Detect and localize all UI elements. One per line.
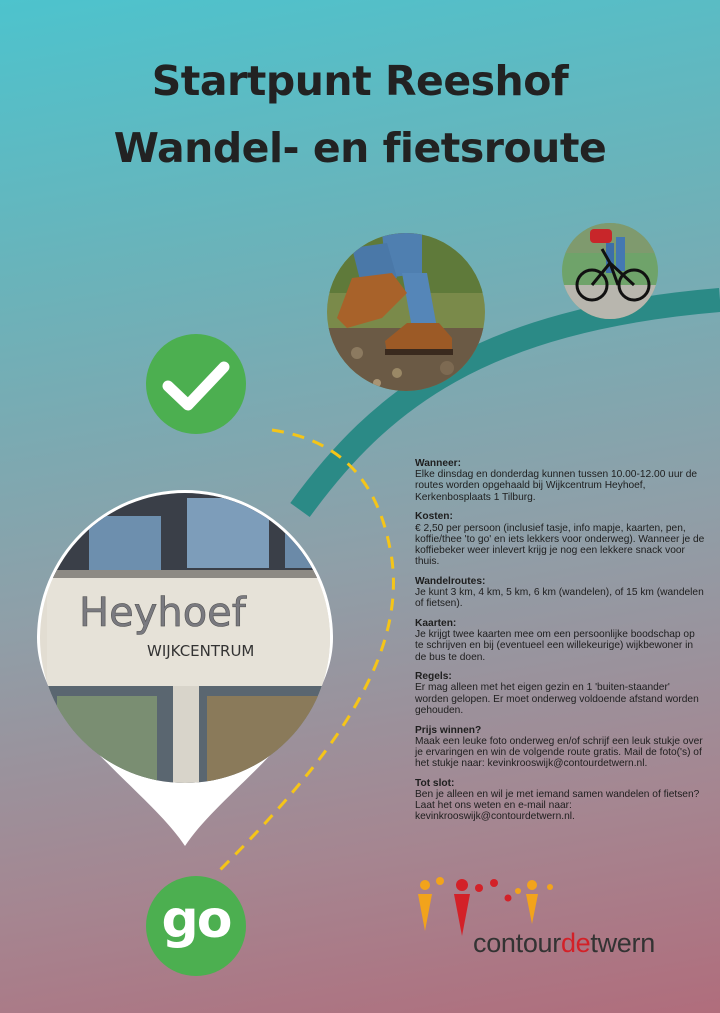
section-heading: Wanneer: (415, 458, 462, 469)
checkmark-badge (146, 334, 246, 434)
location-pin (37, 458, 347, 858)
section-heading: Kosten: (415, 511, 453, 523)
walking-photo (327, 233, 485, 391)
building-sign: Heyhoef (79, 590, 246, 636)
checkmark-icon (146, 334, 246, 434)
section-body: Maak een leuke foto onderweg en/of schrijf een leuk stukje over je ervaringen en win de volgende route gratis. Mail de foto('s) of het stukje naar: kevinkrooswijk@contourdetwern.nl. (415, 735, 703, 770)
go-label: go (161, 890, 231, 950)
info-section (415, 511, 705, 567)
info-section (415, 671, 705, 716)
building-subsign: WIJKCENTRUM (147, 642, 255, 660)
info-section (415, 618, 705, 663)
info-section (415, 458, 705, 503)
section-heading: Regels: (415, 671, 452, 683)
section-heading: Tot slot: (415, 777, 455, 789)
info-section (415, 778, 705, 823)
section-heading: Wandelroutes: (415, 575, 486, 587)
go-badge (146, 876, 246, 976)
logo-wordmark (473, 928, 655, 959)
info-panel (415, 458, 705, 831)
logo-part-twern: twern (590, 928, 655, 958)
section-body: € 2,50 per persoon (inclusief tasje, info mapje, kaarten, pen, koffie/thee 'to go' en iets lekkers voor onderweg). Wanneer je de koffiebeker weer inlevert krijg je nog een lekkere snack voor thuis. (415, 522, 705, 568)
title-line-1: Startpunt Reeshof (151, 57, 569, 105)
section-body: Er mag alleen met het eigen gezin en 1 'buiten-staander' worden gelopen. Er moet onderweg voldoende afstand worden gehouden. (415, 682, 699, 716)
info-section (415, 576, 705, 610)
section-heading: Prijs winnen? (415, 724, 482, 736)
contourdetwern-logo (410, 876, 700, 966)
section-body: Ben je alleen en wil je met iemand samen wandelen of fietsen? Laat het ons weten en e-mail naar: kevinkrooswijk@contourdetwern.nl. (415, 789, 700, 823)
bike-photo (562, 223, 658, 319)
title-line-2: Wandel- en fietsroute (113, 124, 607, 172)
people-figures-icon (410, 876, 700, 936)
section-body: Elke dinsdag en donderdag kunnen tussen 10.00-12.00 uur de routes worden opgehaald bij Wijkcentrum Heyhoef, Kerkenbosplaats 1 Tilburg. (415, 469, 698, 503)
logo-part-de: de (560, 928, 591, 958)
section-body: Je krijgt twee kaarten mee om een persoonlijke boodschap op te schrijven en bij (eventueel een willekeurige) wijkbewoner in de bus te doen. (415, 629, 695, 663)
section-body: Je kunt 3 km, 4 km, 5 km, 6 km (wandelen), of 15 km (wandelen of fietsen). (415, 587, 704, 610)
info-section (415, 725, 705, 770)
section-heading: Kaarten: (415, 617, 457, 629)
logo-part-contour: contour (473, 928, 561, 958)
